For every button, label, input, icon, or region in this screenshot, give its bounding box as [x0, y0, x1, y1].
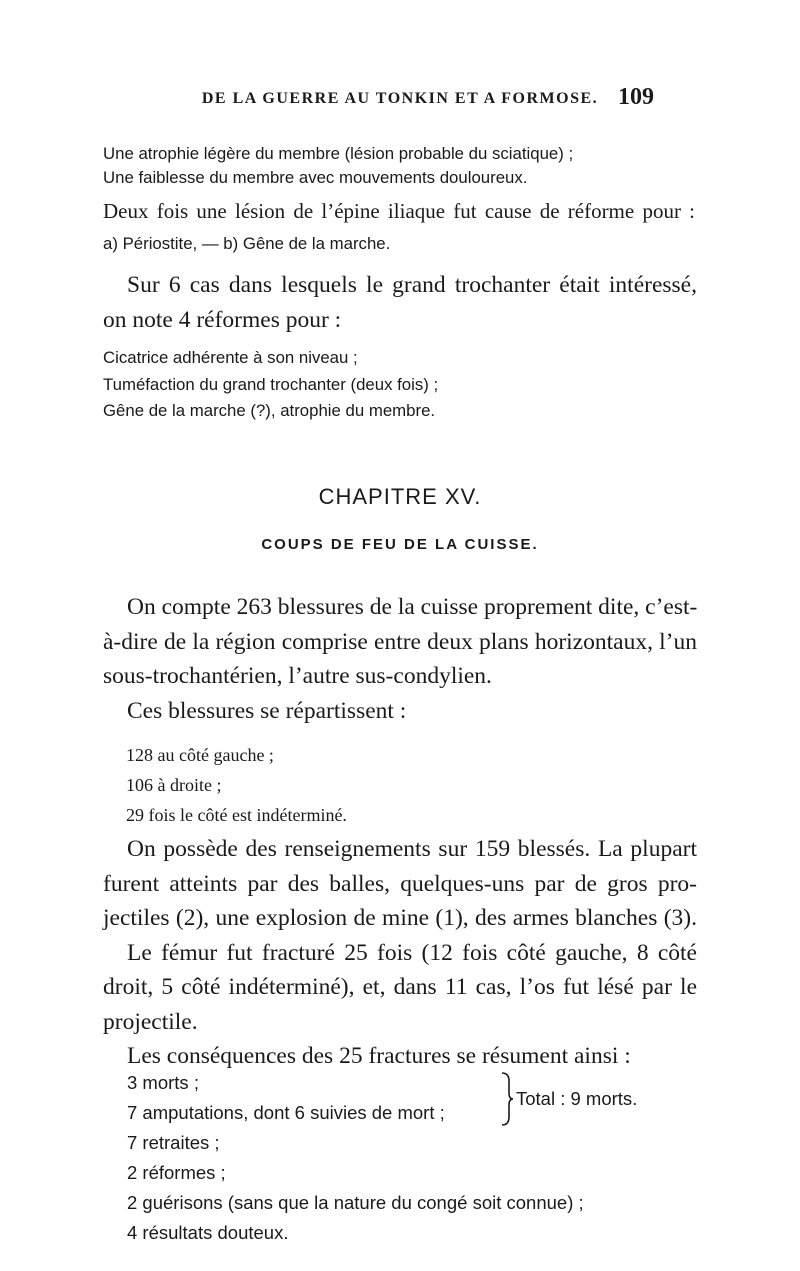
- chapter-subtitle: COUPS DE FEU DE LA CUISSE.: [261, 536, 539, 553]
- list-item: 128 au côté gauche ;: [126, 745, 274, 765]
- paragraph-1: [103, 590, 697, 728]
- list-item: Une atrophie légère du membre (lésion probable du sciatique) ;: [103, 144, 574, 163]
- paragraph-line: Ces blessures se répartissent :: [127, 697, 407, 724]
- paragraph-line: On compte 263 blessures de la cuisse proprement dite, c’est-: [127, 594, 698, 620]
- paragraph-line: furent atteints par des balles, quelques-uns par de gros pro-: [103, 870, 697, 897]
- brace-icon: [500, 1071, 514, 1127]
- list-item: 106 à droite ;: [126, 775, 222, 795]
- total-label: Total : 9 morts.: [516, 1088, 638, 1109]
- list-item: 3 morts ;: [127, 1072, 199, 1093]
- paragraph-2: [103, 832, 697, 1074]
- list-item: 4 résultats douteux.: [127, 1222, 289, 1243]
- list-item: Cicatrice adhérente à son niveau ;: [103, 348, 358, 367]
- page-number: 109: [618, 84, 654, 110]
- chapter-title: CHAPITRE XV.: [318, 484, 482, 509]
- running-head: [0, 80, 800, 116]
- trochanter-list: [103, 345, 438, 425]
- list-item: Gêne de la marche (?), atrophie du membre.: [103, 401, 436, 420]
- list-item: 7 retraites ;: [127, 1132, 220, 1153]
- trochanter-paragraph: [103, 268, 697, 337]
- paragraph-line: projectile.: [103, 1008, 198, 1035]
- total-deaths: [516, 1084, 637, 1114]
- paragraph-line: Sur 6 cas dans lesquels le grand trochanter était intéressé,: [127, 272, 697, 298]
- paragraph-line: sous-trochantérien, l’autre sus-condylien.: [103, 663, 492, 689]
- paragraph-line: on note 4 réformes pour :: [103, 306, 342, 333]
- list-item: Tuméfaction du grand trochanter (deux fois) ;: [103, 374, 439, 394]
- list-item: 29 fois le côté est indéterminé.: [126, 805, 347, 825]
- iliac-items: [103, 232, 390, 256]
- list-item: 2 réformes ;: [127, 1162, 226, 1183]
- list-item: 7 amputations, dont 6 suivies de mort ;: [127, 1102, 445, 1123]
- paragraph-line: On possède des renseignements sur 159 blessés. La plupart: [127, 836, 697, 862]
- list-item: 2 guérisons (sans que la nature du congé soit connue) ;: [127, 1192, 584, 1213]
- side-list: [126, 740, 347, 830]
- iliac-paragraph: [103, 196, 695, 226]
- paragraph-line: jectiles (2), une explosion de mine (1), des armes blanches (3).: [103, 905, 697, 931]
- list-item: Une faiblesse du membre avec mouvements douloureux.: [103, 168, 528, 187]
- paragraph-line: Les conséquences des 25 fractures se résument ainsi :: [127, 1043, 631, 1069]
- paragraph-line: Deux fois une lésion de l’épine iliaque fut cause de réforme pour :: [103, 199, 695, 223]
- running-title: DE LA GUERRE AU TONKIN ET A FORMOSE.: [201, 90, 599, 107]
- paragraph-line: à-dire de la région comprise entre deux plans horizontaux, l’un: [103, 628, 697, 655]
- top-list: [103, 142, 573, 190]
- paragraph-line: droit, 5 côté indéterminé), et, dans 11 cas, l’os fut lésé par le: [103, 974, 697, 1000]
- list-item: a) Périostite, — b) Gêne de la marche.: [103, 234, 391, 253]
- paragraph-line: Le fémur fut fracturé 25 fois (12 fois côté gauche, 8 côté: [127, 939, 697, 966]
